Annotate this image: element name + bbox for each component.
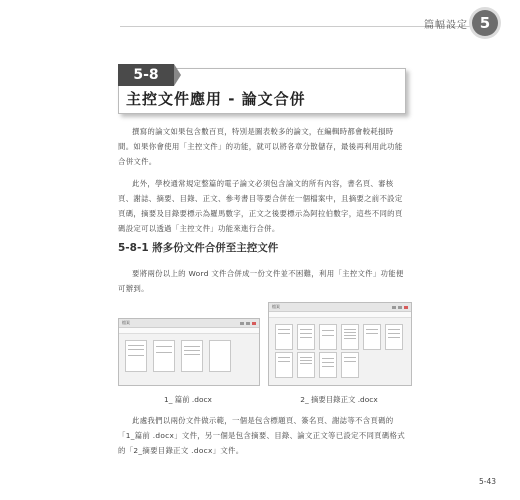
close-icon <box>404 306 408 309</box>
paragraph-demo-explanation: 此處我們以兩份文件做示範，一個是包含標題頁、簽名頁、謝誌等不含頁碼的「1_篇前 .docx」文件，另一個是包含摘要、目錄、論文正文等已設定不同頁碼格式的「2_摘要目錄正文 .docx」文件。 <box>118 416 405 455</box>
page-thumbnail <box>297 352 315 378</box>
window-toolbar <box>269 312 411 318</box>
section-number: 5-8 <box>118 64 174 86</box>
screenshot-window-1 <box>118 318 260 386</box>
page-thumbnail <box>153 340 175 372</box>
page-thumbnail <box>297 324 315 350</box>
page-thumbnail <box>385 324 403 350</box>
page-number: 5-43 <box>478 477 496 486</box>
subsection-title: 將多份文件合併至主控文件 <box>152 242 279 254</box>
page-thumbnail <box>275 324 293 350</box>
screenshot-window-2 <box>268 302 412 386</box>
page-thumbnail <box>341 352 359 378</box>
maximize-icon <box>246 322 250 325</box>
paragraph-merge-intro: 要將兩份以上的 Word 文件合併成一份文件並不困難，利用「主控文件」功能便可辦到。 <box>118 269 404 293</box>
window-titlebar <box>269 303 411 312</box>
page-thumbnail <box>319 324 337 350</box>
chapter-title: 篇幅設定 <box>424 19 468 31</box>
close-icon <box>252 322 256 325</box>
window-title: 檔案 <box>122 320 130 325</box>
page-thumbnail <box>275 352 293 378</box>
chapter-header <box>424 10 498 36</box>
page-thumbnail <box>363 324 381 350</box>
window-titlebar <box>119 319 259 328</box>
section-title: 主控文件應用 - 論文合併 <box>126 90 306 108</box>
section-tab-arrow-icon <box>174 64 181 86</box>
page-thumbnail <box>181 340 203 372</box>
header-rule <box>120 26 470 27</box>
window-toolbar <box>119 328 259 334</box>
chapter-number-badge: 5 <box>472 10 498 36</box>
window-title: 檔案 <box>272 304 280 309</box>
screenshot-caption-2: 2_ 摘要目錄正文 .docx <box>300 395 378 404</box>
paragraph-requirements: 此外，學校通常規定整篇的電子論文必須包含論文的所有內容，書名頁、審核頁、謝誌、摘要、目錄、正文、參考書目等要合併在一個檔案中，且摘要之前不設定頁碼，摘要及目錄要標示為羅馬數字，正文之後要標示為阿拉伯數字，這些不同的頁碼設定可以透過「主控文件」功能來進行合併。 <box>118 179 403 233</box>
screenshot-caption-1: 1_ 篇前 .docx <box>164 395 212 404</box>
subsection-number: 5-8-1 <box>118 242 149 254</box>
subsection-heading <box>118 240 278 255</box>
minimize-icon <box>392 306 396 309</box>
paragraph-intro: 撰寫的論文如果包含數百頁，特別是圖表較多的論文，在編輯時都會較耗損時間。如果你會使用「主控文件」的功能，就可以將各章分散儲存，最後再利用此功能合併文件。 <box>118 127 403 166</box>
page-thumbnail <box>341 324 359 350</box>
minimize-icon <box>240 322 244 325</box>
maximize-icon <box>398 306 402 309</box>
page-thumbnail <box>209 340 231 372</box>
page-thumbnail <box>125 340 147 372</box>
page-thumbnail <box>319 352 337 378</box>
